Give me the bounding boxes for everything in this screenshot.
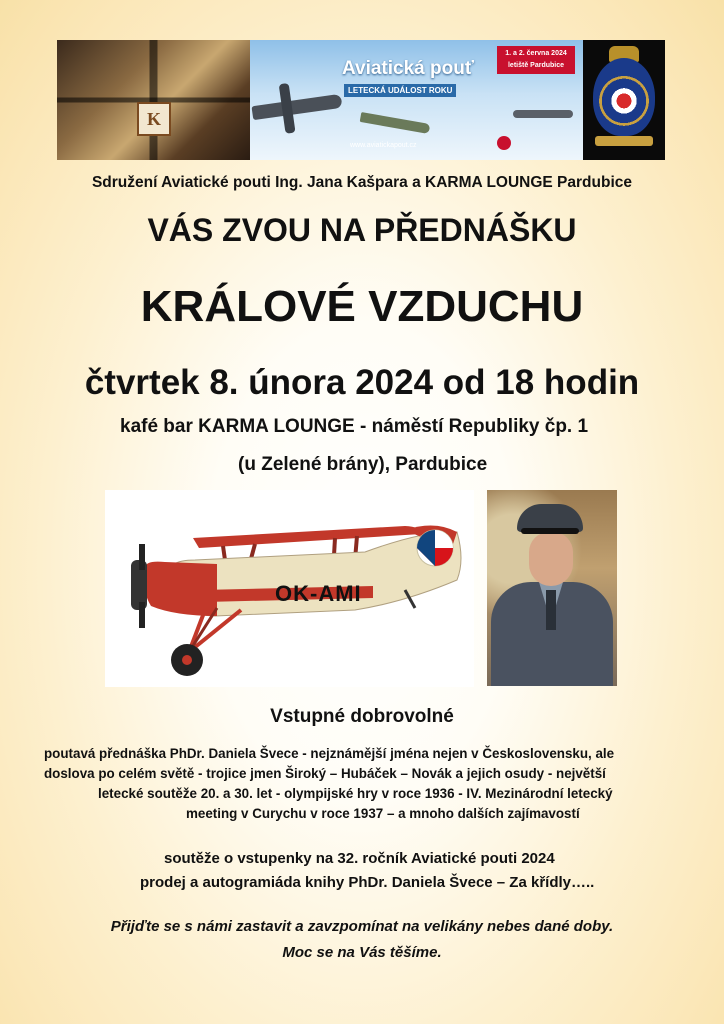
invite-line: VÁS ZVOU NA PŘEDNÁŠKU (147, 212, 577, 248)
twin-boom-plane-icon (513, 110, 573, 118)
extras-line-1: soutěže o vstupenky na 32. ročník Aviatické pouti 2024 (164, 850, 555, 867)
nose (144, 562, 217, 616)
badge-scroll-icon (595, 136, 653, 146)
tie (546, 590, 556, 630)
squadron-crest-icon (593, 58, 655, 136)
event-title: Aviatická pouť (342, 58, 474, 79)
header-banner (57, 40, 665, 160)
organizers-line: Sdružení Aviatické pouti Ing. Jana Kašpara a KARMA LOUNGE Pardubice (91, 174, 633, 191)
aircraft-registration: OK-AMI (275, 581, 362, 606)
event-subtitle: LETECKÁ UDÁLOST ROKU (344, 84, 456, 97)
closing-line-2: Moc se na Vás těšíme. (282, 944, 442, 961)
sponsor-logo-icon (497, 136, 511, 150)
lecture-title: KRÁLOVÉ VZDUCHU (140, 282, 584, 331)
closing-line-1: Přijďte se s námi zastavit a zavzpomínat na velikány nebes dané doby. (110, 918, 614, 935)
event-site: www.aviatickapout.cz (350, 142, 417, 149)
karma-logo-icon (137, 102, 171, 136)
description-line-2: doslova po celém světě - trojice jmen Široký – Hubáček – Novák a jejich osudy - největší (44, 766, 606, 781)
squadron-badge (583, 40, 665, 160)
lecturer-photo (487, 490, 617, 686)
lecturer-face (529, 532, 573, 586)
description-line-3: letecké soutěže 20. a 30. let - olympijské hry v roce 1936 - IV. Mezinárodní letecký (98, 786, 613, 801)
aviaticka-pout-banner (250, 40, 583, 160)
venue-line-1: kafé bar KARMA LOUNGE - náměstí Republiky čp. 1 (120, 416, 589, 437)
karma-lounge-photo (57, 40, 250, 160)
description-line-4: meeting v Curychu v roce 1937 – a mnoho dalších zajímavostí (186, 806, 580, 821)
bomber-plane-icon (251, 94, 342, 120)
event-date-box (497, 46, 575, 74)
event-place: letiště Pardubice (507, 62, 565, 69)
event-dates: 1. a 2. června 2024 (505, 50, 567, 57)
venue-line-2: (u Zelené brány), Pardubice (238, 454, 488, 475)
description-line-1: poutavá přednáška PhDr. Daniela Švece - nejznámější jména nejen v Československu, ale (44, 746, 615, 761)
fighter-plane-icon (360, 112, 431, 134)
extras-line-2: prodej a autogramiáda knihy PhDr. Daniela Švece – Za křídly….. (140, 874, 595, 891)
biplane-image (105, 490, 474, 687)
date-time: čtvrtek 8. února 2024 od 18 hodin (84, 363, 640, 402)
biplane-illustration (105, 490, 474, 687)
entry-fee: Vstupné dobrovolné (270, 706, 454, 727)
